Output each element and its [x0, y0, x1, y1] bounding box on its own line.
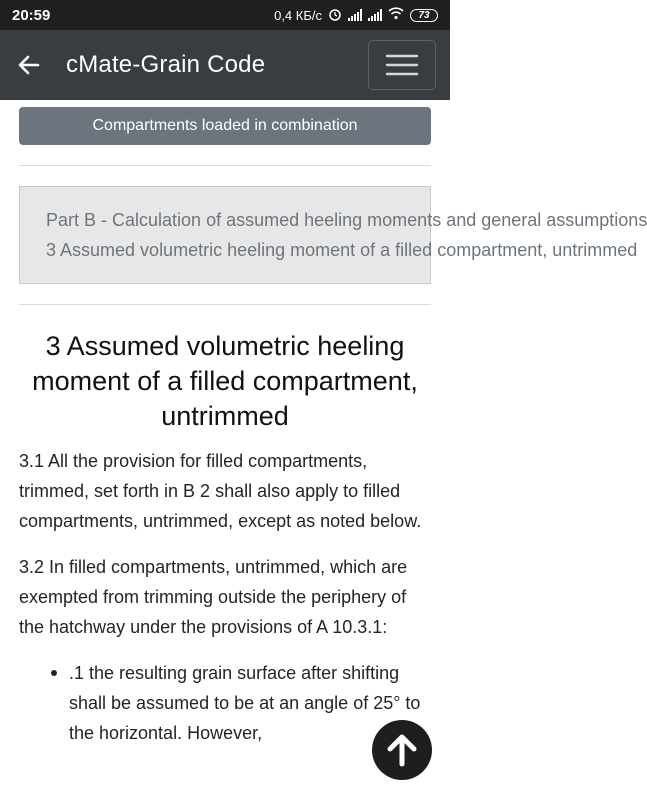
breadcrumb-item-section[interactable]: 3 Assumed volumetric heeling moment of a filled compartment, untrimmed [46, 240, 638, 260]
signal-icon-1 [348, 9, 362, 21]
battery-icon: 73 [410, 9, 438, 22]
page-title: 3 Assumed volumetric heeling moment of a filled compartment, untrimmed [32, 331, 418, 431]
compartments-combination-button[interactable]: Compartments loaded in combination [19, 107, 431, 145]
breadcrumb-item-part[interactable]: Part B - Calculation of assumed heeling moments and general assumptions [46, 210, 647, 230]
bullet-list [19, 658, 431, 748]
status-time: 20:59 [12, 6, 51, 24]
status-icons [274, 7, 438, 24]
divider [19, 165, 431, 166]
breadcrumb [19, 186, 647, 284]
paragraph-3-2: 3.2 In filled compartments, untrimmed, which are exempted from trimming outside the periphery of the hatchway under the provisions of A 10.3.1: [19, 557, 408, 637]
wifi-icon [388, 7, 404, 23]
hamburger-icon [386, 53, 418, 77]
app-title: cMate-Grain Code [66, 51, 266, 78]
net-speed: 0,4 КБ/с [274, 7, 322, 23]
arrow-left-icon[interactable] [14, 50, 44, 80]
paragraph-3-1: 3.1 All the provision for filled compartments, trimmed, set forth in B 2 shall also apply to filled compartments, untrimmed, except as noted below. [19, 451, 422, 531]
app-bar [0, 30, 450, 100]
list-item: .1 the resulting grain surface after shifting shall be assumed to be at an angle of 25° to the horizontal. However, [49, 658, 431, 748]
arrow-up-icon [384, 732, 420, 768]
status-bar [0, 0, 450, 30]
alarm-icon [328, 7, 342, 24]
signal-icon-2 [368, 9, 382, 21]
main-content [0, 100, 647, 800]
divider [19, 304, 431, 305]
scroll-top-button[interactable] [372, 720, 432, 780]
menu-button[interactable] [368, 40, 436, 90]
